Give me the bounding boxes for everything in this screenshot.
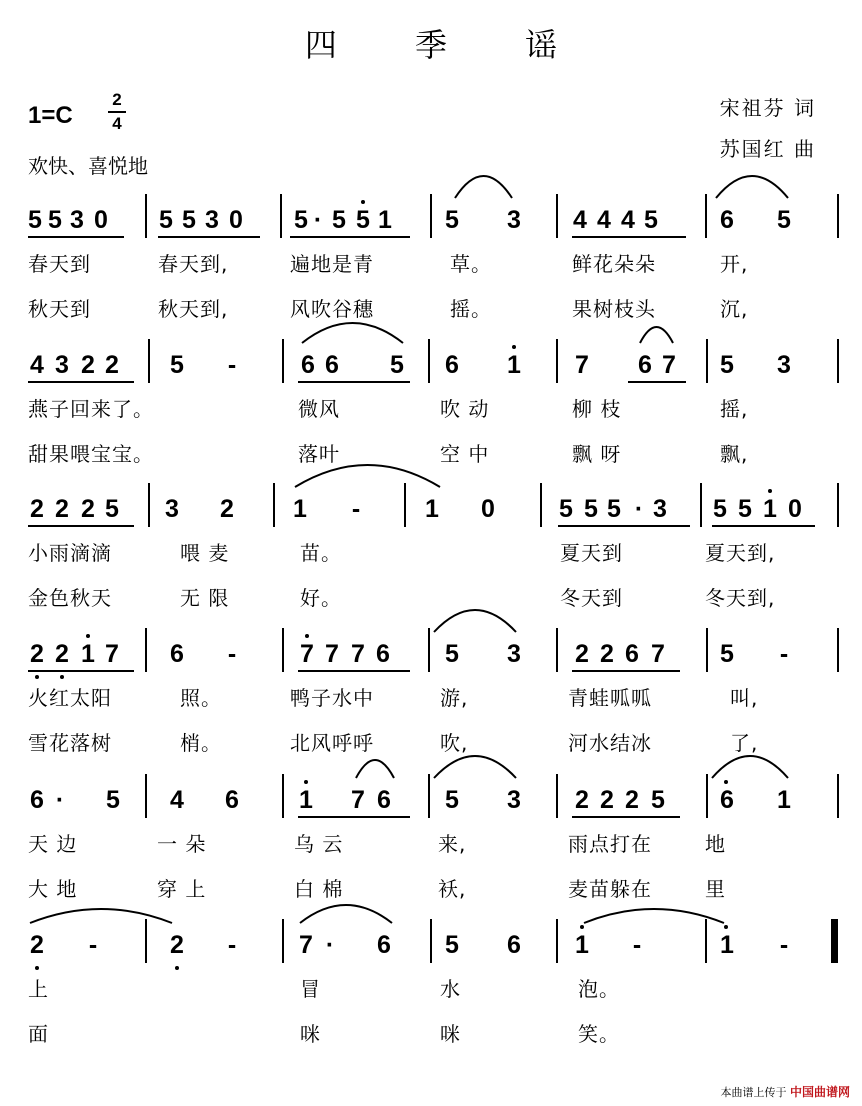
lyric-1: 地 [705, 832, 726, 856]
lyric-1: 叫, [730, 686, 759, 710]
beam-underline [28, 525, 134, 527]
lyric-2: 沉, [720, 297, 749, 321]
lyric-2: 麦苗躲在 [568, 877, 652, 901]
octave-dot-high [305, 634, 309, 638]
lyric-1: 开, [720, 252, 749, 276]
note: 7 [351, 786, 365, 814]
note: 5 [159, 206, 173, 234]
bar-line [148, 339, 150, 383]
note: 5 [356, 206, 370, 234]
note: - [779, 931, 789, 959]
note: 4 [621, 206, 635, 234]
meter-bottom: 4 [112, 114, 122, 133]
note: 5 [445, 931, 459, 959]
octave-dot-low [175, 966, 179, 970]
octave-dot-low [35, 966, 39, 970]
bar-line [148, 483, 150, 527]
lyric-2: 河水结冰 [568, 731, 652, 755]
note: 6 [170, 640, 184, 668]
note: 3 [777, 351, 791, 379]
note: 6 [507, 931, 521, 959]
note: 0 [229, 206, 243, 234]
bar-line [556, 774, 558, 818]
lyric-2: 秋天到, [158, 297, 229, 321]
lyric-2: 了, [730, 731, 759, 755]
lyric-2: 好。 [300, 586, 342, 610]
lyric-2: 咪 [440, 1022, 461, 1046]
note: 6 [30, 786, 44, 814]
lyric-1: 夏天到 [560, 541, 623, 565]
footer [720, 1083, 850, 1100]
bar-line [282, 628, 284, 672]
slur [302, 323, 403, 343]
lyric-1: 上 [28, 977, 49, 1001]
beam-underline [298, 381, 410, 383]
lyric-1: 鲜花朵朵 [572, 252, 656, 276]
lyric-2: 穿 上 [157, 877, 207, 901]
note: 7 [299, 931, 313, 959]
note: 5 [584, 495, 598, 523]
note: 6 [376, 640, 390, 668]
note: - [227, 351, 237, 379]
note: 1 [777, 786, 791, 814]
lyric-1: 苗。 [300, 541, 342, 565]
lyric-1: 微风 [298, 397, 340, 421]
footer-brand: 中国曲谱网 [789, 1085, 850, 1099]
song-title: 四 季 谣 [304, 26, 592, 64]
note: 6 [720, 786, 734, 814]
note: 5 [445, 786, 459, 814]
note: 3 [55, 351, 69, 379]
lyric-1: 喂 麦 [180, 541, 230, 565]
note: 3 [507, 206, 521, 234]
note: 7 [300, 640, 314, 668]
lyric-1: 青蛙呱呱 [568, 686, 652, 710]
lyricist-credit: 宋祖芬 词 [719, 96, 816, 120]
bar-line [705, 194, 707, 238]
bar-line [145, 774, 147, 818]
note: 3 [205, 206, 219, 234]
slur [434, 610, 516, 632]
beam-underline [628, 381, 686, 383]
beam-underline [572, 670, 680, 672]
note: - [632, 931, 642, 959]
bar-line [282, 339, 284, 383]
bar-line [428, 774, 430, 818]
bar-line [706, 774, 708, 818]
note: · [325, 931, 335, 959]
note: 6 [225, 786, 239, 814]
lyric-1: 春天到 [28, 252, 91, 276]
bar-line [430, 194, 432, 238]
lyric-2: 落叶 [298, 442, 340, 466]
note: 2 [55, 495, 69, 523]
note: 2 [55, 640, 69, 668]
lyric-1: 乌 云 [294, 832, 344, 856]
note: - [227, 931, 237, 959]
note: 2 [105, 351, 119, 379]
lyric-1: 冒 [300, 977, 321, 1001]
octave-dot-high [580, 925, 584, 929]
note: 2 [81, 495, 95, 523]
note: 2 [600, 786, 614, 814]
note: · [634, 495, 644, 523]
lyric-2: 咪 [300, 1022, 321, 1046]
final-bar-line [832, 919, 837, 963]
octave-dot-high [768, 489, 772, 493]
lyric-1: 雨点打在 [568, 832, 652, 856]
bar-line [837, 194, 839, 238]
note: · [55, 786, 65, 814]
bar-line [706, 339, 708, 383]
octave-dot-low [60, 675, 64, 679]
bar-line [428, 339, 430, 383]
slur [356, 760, 394, 778]
bar-line [837, 483, 839, 527]
note: 7 [351, 640, 365, 668]
beam-underline [28, 236, 124, 238]
lyric-2: 笑。 [578, 1022, 620, 1046]
bar-line [145, 194, 147, 238]
bar-line [145, 919, 147, 963]
note: 7 [325, 640, 339, 668]
note: - [351, 495, 361, 523]
note: 4 [573, 206, 587, 234]
bar-line [556, 194, 558, 238]
composer-credit: 苏国红 曲 [719, 137, 816, 161]
note: 5 [720, 351, 734, 379]
lyric-2: 里 [705, 877, 726, 901]
note: - [779, 640, 789, 668]
note: 1 [575, 931, 589, 959]
slur [434, 756, 516, 778]
beam-underline [298, 670, 410, 672]
note: 5 [777, 206, 791, 234]
lyric-2: 白 棉 [294, 877, 344, 901]
footer-text: 本曲谱上传于 [720, 1086, 787, 1099]
beam-underline [290, 236, 410, 238]
note: 6 [325, 351, 339, 379]
note: · [313, 206, 323, 234]
octave-dot-high [512, 345, 516, 349]
bar-line [837, 774, 839, 818]
lyric-1: 吹 动 [440, 397, 490, 421]
lyric-2: 金色秋天 [28, 586, 112, 610]
note: 5 [170, 351, 184, 379]
slur [584, 909, 724, 923]
note: 6 [625, 640, 639, 668]
note: 5 [607, 495, 621, 523]
bar-line [540, 483, 542, 527]
note: 5 [738, 495, 752, 523]
beam-underline [28, 670, 134, 672]
lyric-1: 小雨滴滴 [28, 541, 112, 565]
lyric-1: 燕子回来了。 [28, 397, 154, 421]
lyric-1: 鸭子水中 [290, 686, 374, 710]
octave-dot-high [86, 634, 90, 638]
note: 1 [720, 931, 734, 959]
note: 5 [445, 640, 459, 668]
note: 2 [625, 786, 639, 814]
beam-underline [712, 525, 815, 527]
meter-top: 2 [112, 90, 122, 109]
beam-underline [298, 816, 410, 818]
bar-line [700, 483, 702, 527]
lyric-2: 袄, [438, 877, 467, 901]
note: 5 [720, 640, 734, 668]
note: 2 [600, 640, 614, 668]
slur [300, 905, 392, 923]
beam-underline [572, 816, 680, 818]
note: 2 [575, 786, 589, 814]
slur [640, 327, 673, 343]
lyric-2: 面 [28, 1022, 49, 1046]
note: 4 [30, 351, 44, 379]
lyric-2: 冬天到 [560, 586, 623, 610]
bar-line [556, 628, 558, 672]
bar-line [428, 628, 430, 672]
lyric-1: 摇, [720, 397, 749, 421]
bar-line [282, 774, 284, 818]
lyric-2: 梢。 [180, 731, 222, 755]
note: - [88, 931, 98, 959]
octave-dot-low [35, 675, 39, 679]
lyric-2: 飘 呀 [572, 442, 622, 466]
bar-line [280, 194, 282, 238]
note: 6 [638, 351, 652, 379]
note: 5 [182, 206, 196, 234]
note: 2 [81, 351, 95, 379]
bar-line [556, 919, 558, 963]
lyric-1: 遍地是青 [290, 252, 374, 276]
bar-line [145, 628, 147, 672]
lyric-2: 摇。 [450, 297, 492, 321]
time-signature [108, 90, 126, 134]
beam-underline [158, 236, 260, 238]
lyric-1: 照。 [180, 686, 222, 710]
note: 5 [106, 786, 120, 814]
slur [30, 909, 172, 923]
note: 2 [170, 931, 184, 959]
note: 4 [170, 786, 184, 814]
lyric-2: 飘, [720, 442, 749, 466]
lyric-1: 天 边 [28, 832, 78, 856]
note: 0 [788, 495, 802, 523]
tempo-marking: 欢快、喜悦地 [28, 154, 148, 178]
bar-line [837, 628, 839, 672]
bar-line [273, 483, 275, 527]
bar-line [282, 919, 284, 963]
note: 3 [507, 786, 521, 814]
note: 7 [575, 351, 589, 379]
lyric-1: 火红太阳 [28, 686, 112, 710]
note: 6 [377, 786, 391, 814]
lyric-2: 北风呼呼 [290, 731, 374, 755]
lyric-1: 柳 枝 [572, 397, 622, 421]
lyric-2: 风吹谷穗 [290, 297, 374, 321]
key-signature: 1=C [28, 102, 73, 129]
note: 5 [713, 495, 727, 523]
note: - [227, 640, 237, 668]
note: 5 [651, 786, 665, 814]
note: 4 [597, 206, 611, 234]
note: 2 [30, 640, 44, 668]
lyric-1: 泡。 [578, 977, 620, 1001]
lyric-2: 无 限 [180, 586, 230, 610]
note: 3 [165, 495, 179, 523]
lyric-1: 来, [438, 832, 467, 856]
lyric-1: 草。 [450, 252, 492, 276]
note: 6 [301, 351, 315, 379]
note: 5 [48, 206, 62, 234]
note: 5 [644, 206, 658, 234]
note: 5 [105, 495, 119, 523]
note: 6 [720, 206, 734, 234]
note: 7 [662, 351, 676, 379]
bar-line [705, 919, 707, 963]
slur [712, 756, 788, 778]
lyric-2: 冬天到, [705, 586, 776, 610]
lyric-2: 甜果喂宝宝。 [28, 442, 154, 466]
lyric-2: 空 中 [440, 442, 490, 466]
note: 5 [445, 206, 459, 234]
lyric-2: 雪花落树 [28, 731, 112, 755]
note: 5 [294, 206, 308, 234]
note: 2 [220, 495, 234, 523]
note: 6 [445, 351, 459, 379]
meter-divider [108, 111, 126, 113]
lyric-1: 一 朵 [157, 832, 207, 856]
beam-underline [558, 525, 690, 527]
note: 1 [763, 495, 777, 523]
octave-dot-high [304, 780, 308, 784]
octave-dot-high [724, 780, 728, 784]
note: 3 [507, 640, 521, 668]
beam-underline [572, 236, 686, 238]
note: 5 [28, 206, 42, 234]
note: 0 [481, 495, 495, 523]
note: 1 [299, 786, 313, 814]
lyric-2: 大 地 [28, 877, 78, 901]
note: 2 [30, 931, 44, 959]
note: 1 [378, 206, 392, 234]
beam-underline [28, 381, 134, 383]
lyric-2: 果树枝头 [572, 297, 656, 321]
lyric-1: 水 [440, 977, 461, 1001]
bar-line [404, 483, 406, 527]
slur [455, 176, 512, 198]
bar-line [706, 628, 708, 672]
note: 3 [653, 495, 667, 523]
note: 2 [30, 495, 44, 523]
note: 3 [70, 206, 84, 234]
note: 1 [425, 495, 439, 523]
note: 1 [507, 351, 521, 379]
note: 6 [377, 931, 391, 959]
slur [716, 176, 788, 198]
note: 5 [559, 495, 573, 523]
bar-line [837, 339, 839, 383]
lyric-2: 吹, [440, 731, 469, 755]
note: 1 [293, 495, 307, 523]
note: 5 [390, 351, 404, 379]
note: 0 [94, 206, 108, 234]
octave-dot-high [361, 200, 365, 204]
slur [295, 465, 440, 487]
lyric-2: 秋天到 [28, 297, 91, 321]
note: 7 [651, 640, 665, 668]
bar-line [430, 919, 432, 963]
note: 5 [332, 206, 346, 234]
lyric-1: 游, [440, 686, 469, 710]
note: 7 [105, 640, 119, 668]
lyric-1: 春天到, [158, 252, 229, 276]
bar-line [556, 339, 558, 383]
note: 2 [575, 640, 589, 668]
octave-dot-high [724, 925, 728, 929]
lyric-1: 夏天到, [705, 541, 776, 565]
note: 1 [81, 640, 95, 668]
